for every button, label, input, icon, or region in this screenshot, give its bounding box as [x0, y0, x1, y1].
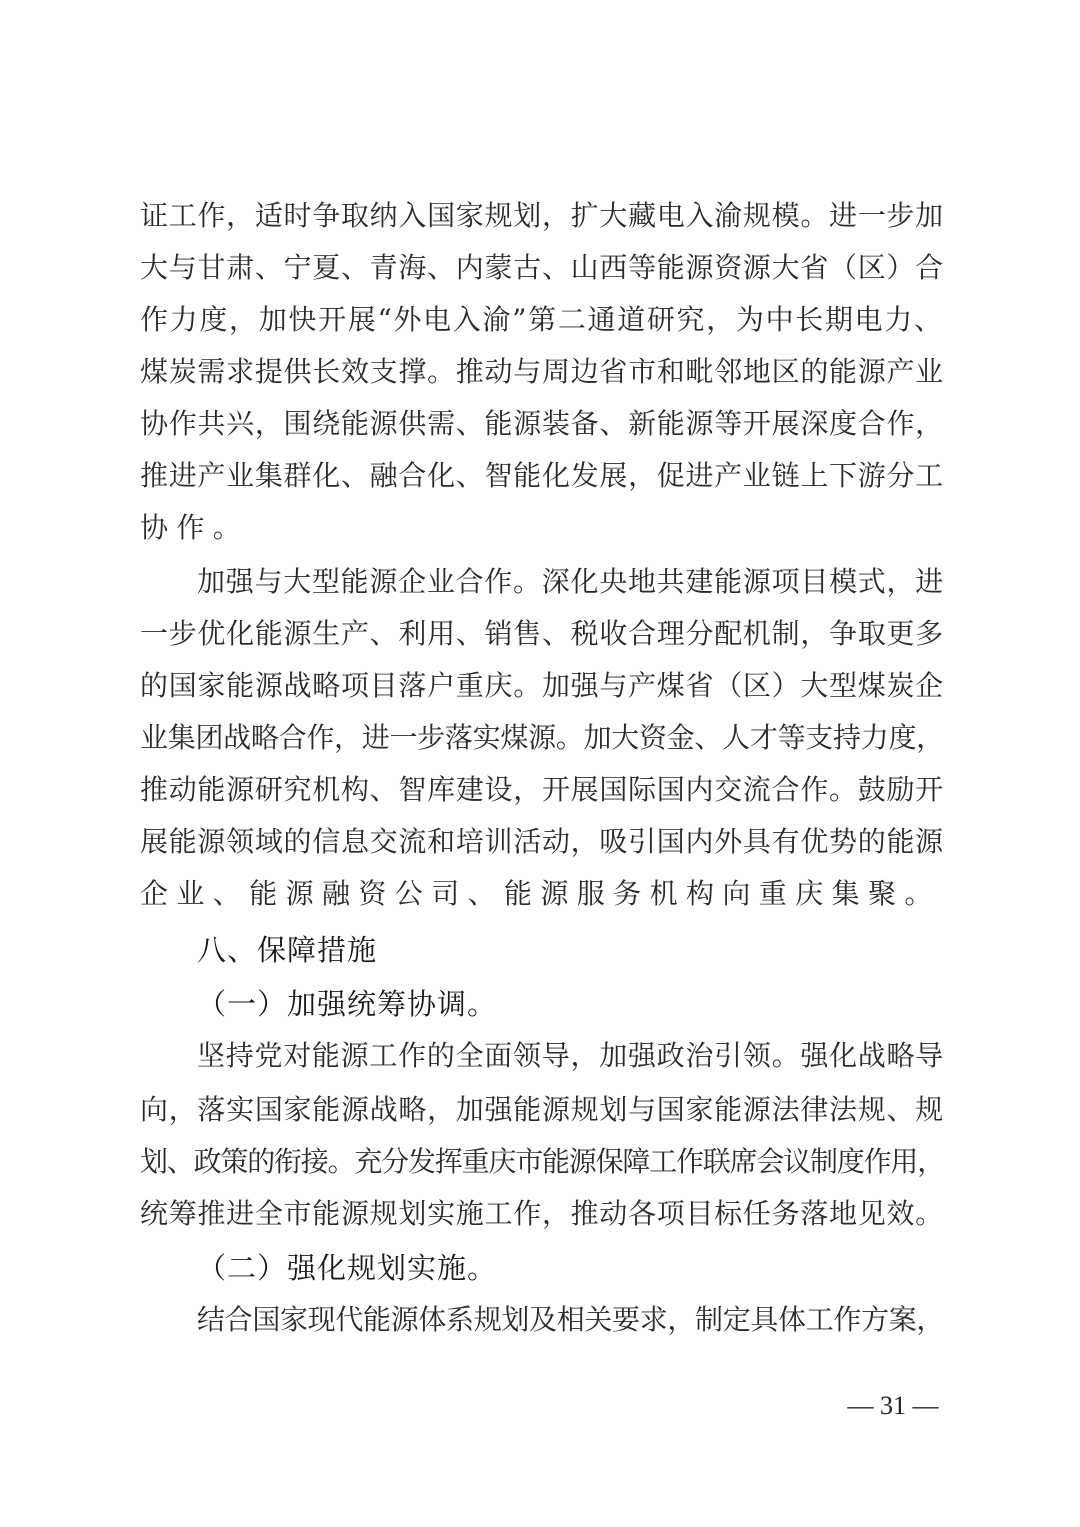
sub1-line-4: 统筹推进全市能源规划实施工作，推动各项目标任务落地见效。 — [140, 1197, 944, 1230]
body-line-12: 推动能源研究机构、智库建设，开展国际国内交流合作。鼓励开 — [140, 773, 944, 806]
body-line-2: 大与甘肃、宁夏、青海、内蒙古、山西等能源资源大省（区）合 — [140, 251, 944, 284]
body-line-14: 企业、能源融资公司、能源服务机构向重庆集聚。 — [140, 877, 941, 910]
body-line-8: 加强与大型能源企业合作。深化央地共建能源项目模式，进 — [197, 565, 944, 598]
body-line-1: 证工作，适时争取纳入国家规划，扩大藏电入渝规模。进一步加 — [140, 199, 944, 232]
body-line-4: 煤炭需求提供长效支撑。推动与周边省市和毗邻地区的能源产业 — [140, 355, 944, 388]
body-line-13: 展能源领域的信息交流和培训活动，吸引国内外具有优势的能源 — [140, 825, 944, 858]
page-number: — 31 — — [847, 1391, 939, 1420]
body-line-10: 的国家能源战略项目落户重庆。加强与产煤省（区）大型煤炭企 — [140, 669, 944, 702]
body-line-6: 推进产业集群化、融合化、智能化发展，促进产业链上下游分工 — [140, 459, 944, 492]
sub2-line-1: 结合国家现代能源体系规划及相关要求，制定具体工作方案， — [197, 1303, 945, 1336]
sub1-line-3: 划、政策的衔接。充分发挥重庆市能源保障工作联席会议制度作用， — [140, 1145, 945, 1178]
body-line-5: 协作共兴，围绕能源供需、能源装备、新能源等开展深度合作， — [140, 407, 944, 440]
sub1-line-2: 向，落实国家能源战略，加强能源规划与国家能源法律法规、规 — [140, 1093, 944, 1126]
sub1-line-1: 坚持党对能源工作的全面领导，加强政治引领。强化战略导 — [197, 1039, 944, 1072]
body-line-7: 协作。 — [140, 511, 250, 544]
section-heading: 八、保障措施 — [197, 933, 378, 967]
body-line-3: 作力度，加快开展“外电入渝”第二通道研究，为中长期电力、 — [140, 303, 944, 336]
body-line-11: 业集团战略合作，进一步落实煤源。加大资金、人才等支持力度， — [140, 721, 944, 754]
subsection-2-heading: （二）强化规划实施。 — [197, 1251, 498, 1285]
body-line-9: 一步优化能源生产、利用、销售、税收合理分配机制，争取更多 — [140, 617, 944, 650]
subsection-1-heading: （一）加强统筹协调。 — [197, 987, 498, 1021]
